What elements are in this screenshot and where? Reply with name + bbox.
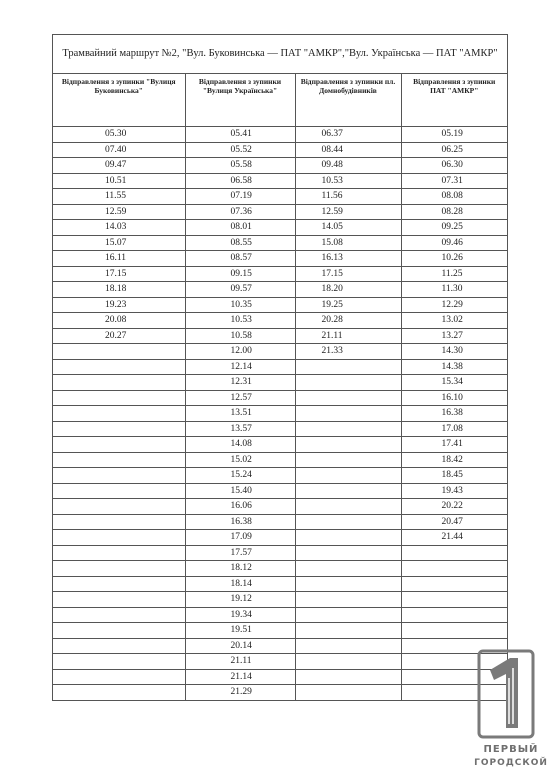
table-row <box>53 654 507 670</box>
departure-time: 14.03 <box>105 222 127 232</box>
time-cell <box>53 452 185 468</box>
time-cell <box>53 576 185 592</box>
time-cell <box>401 127 507 143</box>
time-cell <box>53 623 185 639</box>
time-cell <box>53 344 185 360</box>
table-row <box>53 592 507 608</box>
time-cell <box>295 297 401 313</box>
time-cell <box>53 499 185 515</box>
departure-time: 18.45 <box>441 470 463 480</box>
time-cell <box>185 638 295 654</box>
table-row <box>53 375 507 391</box>
departure-time: 19.34 <box>230 609 252 620</box>
header-spacer-row <box>53 113 507 127</box>
logo-one-icon <box>476 648 536 740</box>
table-row <box>53 514 507 530</box>
table-row <box>53 468 507 484</box>
time-cell <box>53 669 185 685</box>
departure-time: 09.46 <box>441 237 463 248</box>
time-cell <box>185 654 295 670</box>
departure-time: 13.57 <box>230 423 252 434</box>
time-cell <box>185 297 295 313</box>
spacer-cell <box>295 113 401 127</box>
spacer-cell <box>401 113 507 127</box>
table-row <box>53 623 507 639</box>
time-cell <box>295 359 401 375</box>
departure-time: 13.27 <box>441 330 463 341</box>
table-row <box>53 607 507 623</box>
departure-time: 14.38 <box>441 361 463 372</box>
time-cell <box>53 328 185 344</box>
time-cell <box>295 344 401 360</box>
departure-time: 16.38 <box>230 516 252 527</box>
time-cell <box>185 266 295 282</box>
time-cell <box>401 235 507 251</box>
time-cell <box>401 220 507 236</box>
table-row <box>53 266 507 282</box>
time-cell <box>295 251 401 267</box>
table-row <box>53 189 507 205</box>
time-cell <box>401 344 507 360</box>
time-cell <box>401 158 507 174</box>
table-row <box>53 204 507 220</box>
time-cell <box>295 437 401 453</box>
time-cell <box>185 375 295 391</box>
departure-time: 21.11 <box>230 656 252 666</box>
watermark-line-2: ГОРОДСКОЙ <box>474 758 548 768</box>
departure-time: 15.08 <box>321 237 343 248</box>
time-cell <box>295 468 401 484</box>
departure-time: 15.34 <box>441 377 463 387</box>
table-row <box>53 158 507 174</box>
table-row <box>53 173 507 189</box>
time-cell <box>295 406 401 422</box>
departure-time: 10.26 <box>441 253 463 263</box>
time-cell <box>295 390 401 406</box>
time-cell <box>295 328 401 344</box>
table-row <box>53 344 507 360</box>
time-cell <box>53 421 185 437</box>
departure-time: 09.25 <box>441 222 463 232</box>
time-cell <box>295 530 401 546</box>
departure-time: 06.25 <box>441 144 463 155</box>
time-cell <box>401 375 507 391</box>
departure-time: 14.30 <box>441 346 463 356</box>
column-header-bukovynska: Відправлення з зупинки "Вулиця Буковинська" <box>53 74 185 113</box>
time-cell <box>185 235 295 251</box>
time-cell <box>295 576 401 592</box>
time-cell <box>53 654 185 670</box>
time-cell <box>185 359 295 375</box>
time-cell <box>295 421 401 437</box>
departure-time: 05.58 <box>230 160 252 170</box>
time-cell <box>295 127 401 143</box>
time-cell <box>401 390 507 406</box>
time-cell <box>401 545 507 561</box>
spacer-cell <box>185 113 295 127</box>
column-header-domnobudivnykiv: Відправлення з зупинки пл. Домнобудівників <box>295 74 401 113</box>
departure-time: 07.19 <box>230 191 252 201</box>
time-cell <box>185 328 295 344</box>
time-cell <box>53 545 185 561</box>
time-cell <box>53 406 185 422</box>
table-row <box>53 437 507 453</box>
table-row <box>53 452 507 468</box>
departure-time: 19.43 <box>441 485 463 496</box>
time-cell <box>295 173 401 189</box>
time-cell <box>401 592 507 608</box>
time-cell <box>53 297 185 313</box>
time-cell <box>53 173 185 189</box>
departure-time: 09.15 <box>230 268 252 279</box>
departure-time: 18.14 <box>230 578 252 589</box>
time-cell <box>185 607 295 623</box>
time-cell <box>401 452 507 468</box>
departure-time: 05.19 <box>441 129 463 139</box>
time-cell <box>401 483 507 499</box>
time-cell <box>185 173 295 189</box>
departure-time: 21.44 <box>441 532 463 542</box>
departure-time: 12.59 <box>105 206 127 217</box>
table-row <box>53 576 507 592</box>
departure-time: 21.33 <box>321 346 343 356</box>
time-cell <box>185 685 295 700</box>
departure-time: 16.10 <box>441 392 463 403</box>
time-cell <box>53 468 185 484</box>
departure-time: 05.41 <box>230 129 252 139</box>
time-cell <box>295 375 401 391</box>
time-cell <box>185 344 295 360</box>
time-cell <box>401 623 507 639</box>
time-cell <box>185 421 295 437</box>
time-cell <box>295 204 401 220</box>
time-cell <box>53 685 185 700</box>
time-cell <box>53 359 185 375</box>
departure-time: 09.48 <box>321 160 343 170</box>
time-cell <box>185 189 295 205</box>
time-cell <box>401 328 507 344</box>
table-row <box>53 545 507 561</box>
time-cell <box>295 545 401 561</box>
watermark-logo <box>470 648 548 774</box>
time-cell <box>185 390 295 406</box>
departure-time: 12.00 <box>230 346 252 356</box>
time-cell <box>295 142 401 158</box>
departure-time: 17.15 <box>105 268 127 279</box>
time-cell <box>401 406 507 422</box>
departure-time: 07.36 <box>230 206 252 217</box>
table-row <box>53 421 507 437</box>
time-cell <box>401 576 507 592</box>
table-row <box>53 282 507 298</box>
departure-time: 18.42 <box>441 454 463 465</box>
time-cell <box>401 251 507 267</box>
time-cell <box>295 235 401 251</box>
time-cell <box>53 530 185 546</box>
time-cell <box>53 204 185 220</box>
time-cell <box>401 142 507 158</box>
time-cell <box>53 189 185 205</box>
time-cell <box>295 499 401 515</box>
time-cell <box>401 204 507 220</box>
departure-time: 19.51 <box>230 625 252 635</box>
time-cell <box>295 607 401 623</box>
time-cell <box>401 468 507 484</box>
time-cell <box>295 266 401 282</box>
time-cell <box>53 375 185 391</box>
departure-time: 07.31 <box>441 175 463 186</box>
time-cell <box>53 561 185 577</box>
schedule-body <box>53 127 507 700</box>
departure-time: 11.30 <box>441 284 463 294</box>
departure-time: 12.14 <box>230 361 252 372</box>
time-cell <box>295 158 401 174</box>
departure-time: 11.25 <box>441 268 463 279</box>
departure-time: 19.23 <box>105 299 127 310</box>
departure-time: 06.30 <box>441 160 463 170</box>
time-cell <box>295 313 401 329</box>
time-cell <box>53 127 185 143</box>
departure-time: 17.08 <box>441 423 463 434</box>
departure-time: 10.53 <box>321 175 343 186</box>
time-cell <box>295 561 401 577</box>
departure-time: 17.57 <box>230 547 252 558</box>
departure-time: 10.35 <box>230 299 252 310</box>
time-cell <box>53 607 185 623</box>
departure-time: 14.08 <box>230 439 252 449</box>
departure-time: 20.47 <box>441 516 463 527</box>
time-cell <box>185 127 295 143</box>
departure-time: 05.52 <box>230 144 252 155</box>
departure-time: 09.47 <box>105 160 127 170</box>
departure-time: 20.08 <box>105 315 127 325</box>
table-row <box>53 142 507 158</box>
time-cell <box>295 220 401 236</box>
time-cell <box>185 561 295 577</box>
time-cell <box>295 282 401 298</box>
time-cell <box>53 313 185 329</box>
time-cell <box>295 483 401 499</box>
time-cell <box>185 468 295 484</box>
time-cell <box>53 282 185 298</box>
table-row <box>53 530 507 546</box>
header-row <box>53 74 507 113</box>
departure-time: 12.59 <box>321 206 343 217</box>
time-cell <box>295 654 401 670</box>
departure-time: 18.12 <box>230 563 252 573</box>
time-cell <box>53 251 185 267</box>
departure-time: 15.40 <box>230 485 252 496</box>
departure-time: 06.58 <box>230 175 252 186</box>
departure-time: 21.29 <box>230 687 252 697</box>
time-cell <box>53 235 185 251</box>
table-row <box>53 390 507 406</box>
time-cell <box>53 514 185 530</box>
time-cell <box>295 638 401 654</box>
departure-time: 13.02 <box>441 315 463 325</box>
time-cell <box>185 220 295 236</box>
time-cell <box>401 359 507 375</box>
time-cell <box>401 173 507 189</box>
time-cell <box>295 514 401 530</box>
time-cell <box>401 437 507 453</box>
time-cell <box>295 189 401 205</box>
departure-time: 20.28 <box>321 315 343 325</box>
time-cell <box>185 251 295 267</box>
departure-time: 17.09 <box>230 532 252 542</box>
table-row <box>53 127 507 143</box>
time-cell <box>401 189 507 205</box>
table-row <box>53 685 507 700</box>
departure-time: 16.38 <box>441 408 463 418</box>
spacer-cell <box>53 113 185 127</box>
time-cell <box>401 282 507 298</box>
time-cell <box>185 406 295 422</box>
time-cell <box>185 282 295 298</box>
time-cell <box>401 297 507 313</box>
time-cell <box>185 437 295 453</box>
time-cell <box>53 638 185 654</box>
departure-time: 08.44 <box>321 144 343 155</box>
departure-time: 18.18 <box>105 284 127 294</box>
time-cell <box>401 421 507 437</box>
time-cell <box>185 592 295 608</box>
time-cell <box>53 266 185 282</box>
departure-time: 16.06 <box>230 501 252 511</box>
time-cell <box>53 142 185 158</box>
time-cell <box>401 499 507 515</box>
time-cell <box>53 592 185 608</box>
departure-time: 21.14 <box>230 671 252 682</box>
departure-time: 12.31 <box>230 377 252 387</box>
departure-time: 12.29 <box>441 299 463 310</box>
column-header-amkr: Відправлення з зупинки ПАТ "АМКР" <box>413 77 496 95</box>
departure-time: 18.20 <box>321 284 343 294</box>
column-header-ukrainska: Відправлення з зупинки "Вулиця Українська" <box>185 74 295 113</box>
table-row <box>53 251 507 267</box>
time-cell <box>185 514 295 530</box>
departure-time: 08.28 <box>441 206 463 217</box>
table-row <box>53 561 507 577</box>
departure-time: 20.14 <box>230 640 252 651</box>
time-cell <box>401 514 507 530</box>
departure-time: 08.57 <box>230 253 252 263</box>
departure-time: 20.27 <box>105 330 127 341</box>
departure-time: 10.58 <box>230 330 252 341</box>
table-row <box>53 297 507 313</box>
departure-time: 10.51 <box>105 175 127 186</box>
table-row <box>53 483 507 499</box>
departure-time: 16.13 <box>321 253 343 263</box>
time-cell <box>401 266 507 282</box>
time-cell <box>53 437 185 453</box>
departure-time: 16.11 <box>105 253 127 263</box>
time-cell <box>295 669 401 685</box>
schedule-title: Трамвайний маршрут №2, "Вул. Буковинська — ПАТ "АМКР","Вул. Українська — ПАТ "АМКР" <box>53 35 507 74</box>
time-cell <box>185 452 295 468</box>
schedule-table <box>53 74 507 700</box>
time-cell <box>53 158 185 174</box>
departure-time: 10.53 <box>230 315 252 325</box>
time-cell <box>53 220 185 236</box>
table-row <box>53 638 507 654</box>
time-cell <box>185 158 295 174</box>
departure-time: 13.51 <box>230 408 252 418</box>
table-row <box>53 220 507 236</box>
departure-time: 17.15 <box>321 268 343 279</box>
time-cell <box>295 685 401 700</box>
table-row <box>53 328 507 344</box>
departure-time: 12.57 <box>230 392 252 403</box>
departure-time: 08.08 <box>441 191 463 201</box>
departure-time: 20.22 <box>441 501 463 511</box>
departure-time: 11.56 <box>321 191 343 201</box>
time-cell <box>401 561 507 577</box>
time-cell <box>295 592 401 608</box>
time-cell <box>185 499 295 515</box>
departure-time: 19.12 <box>230 594 252 604</box>
departure-time: 06.37 <box>321 129 343 139</box>
table-row <box>53 499 507 515</box>
table-row <box>53 235 507 251</box>
time-cell <box>185 204 295 220</box>
time-cell <box>295 452 401 468</box>
departure-time: 15.02 <box>230 454 252 465</box>
time-cell <box>185 623 295 639</box>
departure-time: 05.30 <box>105 129 127 139</box>
time-cell <box>185 576 295 592</box>
departure-time: 21.11 <box>321 330 343 341</box>
time-cell <box>185 483 295 499</box>
departure-time: 08.55 <box>230 237 252 248</box>
table-row <box>53 406 507 422</box>
time-cell <box>401 313 507 329</box>
departure-time: 15.24 <box>230 470 252 480</box>
departure-time: 08.01 <box>230 222 252 232</box>
departure-time: 14.05 <box>321 222 343 232</box>
departure-time: 09.57 <box>230 284 252 294</box>
time-cell <box>185 669 295 685</box>
departure-time: 07.40 <box>105 144 127 155</box>
watermark-line-1: ПЕРВЫЙ <box>483 744 539 755</box>
time-cell <box>53 483 185 499</box>
schedule-sheet <box>52 34 508 701</box>
time-cell <box>185 142 295 158</box>
time-cell <box>185 313 295 329</box>
time-cell <box>401 530 507 546</box>
departure-time: 15.07 <box>105 237 127 248</box>
departure-time: 11.55 <box>105 191 127 201</box>
time-cell <box>185 530 295 546</box>
time-cell <box>53 390 185 406</box>
table-row <box>53 669 507 685</box>
table-row <box>53 359 507 375</box>
time-cell <box>185 545 295 561</box>
time-cell <box>295 623 401 639</box>
departure-time: 19.25 <box>321 299 343 310</box>
departure-time: 17.41 <box>441 439 463 449</box>
table-row <box>53 313 507 329</box>
time-cell <box>401 607 507 623</box>
